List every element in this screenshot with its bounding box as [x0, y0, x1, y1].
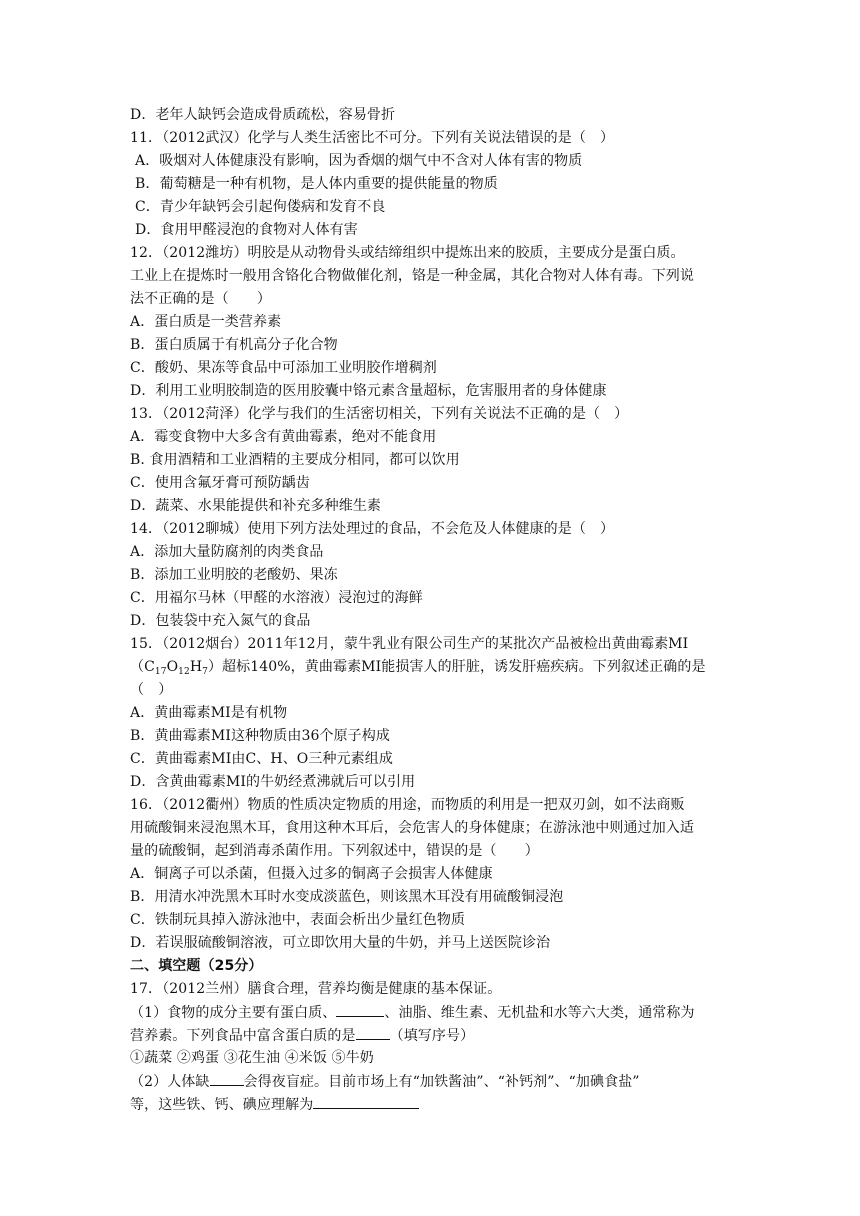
q15-stem-line-2 — [130, 656, 730, 679]
q14-option-c: C．用福尔马林（甲醛的水溶液）浸泡过的海鲜 — [130, 590, 423, 606]
q14-option-a: A．添加大量防腐剂的肉类食品 — [130, 544, 324, 560]
q17-blank-vitamin[interactable] — [210, 1070, 244, 1086]
q17-blank-protein-foods[interactable] — [356, 1024, 390, 1040]
q15-stem-line-2-rest: ）超标140%，黄曲霉素MI能损害人的肝脏，诱发肝癌疾病。下列叙述正确的是 — [207, 659, 706, 675]
q14-option-d: D．包装袋中充入氮气的食品 — [130, 613, 311, 629]
q15-formula-h: H — [189, 659, 203, 675]
q17-part-2-line-1 — [130, 1070, 730, 1093]
q15-option-c: C．黄曲霉素MI由C、H、O三种元素组成 — [130, 751, 393, 767]
q15-formula-o: O — [166, 659, 179, 675]
q17-part-1-line-2 — [130, 1024, 730, 1047]
q16-option-b: B．用清水冲洗黑木耳时水变成淡蓝色，则该黑木耳没有用硫酸铜浸泡 — [130, 889, 564, 905]
q16-option-c: C．铁制玩具掉入游泳池中，表面会析出少量红色物质 — [130, 912, 466, 928]
q16-stem-line-2: 用硫酸铜来浸泡黑木耳，食用这种木耳后，会危害人的身体健康；在游泳池中则通过加入适 — [130, 820, 694, 836]
q15-stem-line-1: 15．（2012烟台）2011年12月，蒙牛乳业有限公司生产的某批次产品被检出黄曲霉素MI — [130, 636, 689, 652]
q11-option-a: A．吸烟对人体健康没有影响，因为香烟的烟气中不含对人体有害的物质 — [135, 153, 583, 169]
q10-option-d: D．老年人缺钙会造成骨质疏松，容易骨折 — [130, 107, 396, 123]
q17-blank-elements[interactable] — [313, 1093, 419, 1109]
q16-option-d: D．若误服硫酸铜溶液，可立即饮用大量的牛奶，并马上送医院诊治 — [130, 935, 551, 951]
q17-part-2-line-2-pre: 等，这些铁、钙、碘应理解为 — [130, 1097, 314, 1113]
q15-option-b: B．黄曲霉素MI这种物质由36个原子构成 — [130, 728, 390, 744]
q13-stem: 13．（2012菏泽）化学与我们的生活密切相关，下列有关说法不正确的是（ ） — [130, 406, 629, 422]
q12-option-a: A．蛋白质是一类营养素 — [130, 314, 282, 330]
q11-option-b: B．葡萄糖是一种有机物，是人体内重要的提供能量的物质 — [135, 176, 498, 192]
q17-blank-nutrient[interactable] — [336, 1001, 384, 1017]
q13-option-d: D．蔬菜、水果能提供和补充多种维生素 — [130, 498, 382, 514]
q13-option-c: C．使用含氟牙膏可预防龋齿 — [130, 475, 311, 491]
q17-part-1-line-2-pre: 营养素。下列食品中富含蛋白质的是 — [130, 1028, 356, 1044]
q14-option-b: B．添加工业明胶的老酸奶、果冻 — [130, 567, 338, 583]
q11-option-c: C．青少年缺钙会引起佝偻病和发育不良 — [135, 199, 386, 215]
q17-part-1-line-1 — [130, 1001, 730, 1024]
q15-formula-open: （C — [130, 659, 155, 675]
q14-stem: 14．（2012聊城）使用下列方法处理过的食品，不会危及人体健康的是（ ） — [130, 521, 615, 537]
q12-stem-line-2: 工业上在提炼时一般用含铬化合物做催化剂，铬是一种金属，其化合物对人体有毒。下列说 — [130, 268, 694, 284]
q13-option-a: A．霉变食物中大多含有黄曲霉素，绝对不能食用 — [130, 429, 437, 445]
q11-option-d: D．食用甲醛浸泡的食物对人体有害 — [135, 222, 358, 238]
q17-food-list: ①蔬菜 ②鸡蛋 ③花生油 ④米饭 ⑤牛奶 — [130, 1050, 374, 1066]
q12-stem-line-1: 12．（2012潍坊）明胶是从动物骨头或结缔组织中提炼出来的胶质，主要成分是蛋白质。 — [130, 245, 685, 261]
q17-part-1-post: 、油脂、维生素、无机盐和水等六大类，通常称为 — [384, 1005, 695, 1021]
q12-option-c: C．酸奶、果冻等食品中可添加工业明胶作增稠剂 — [130, 360, 437, 376]
q17-part-2-pre: （2）人体缺 — [130, 1074, 210, 1090]
q17-part-2-line-2 — [130, 1093, 730, 1116]
q15-formula-c-subscript: 17 — [154, 667, 167, 677]
q16-option-a: A．铜离子可以杀菌，但摄入过多的铜离子会损害人体健康 — [130, 866, 493, 882]
q11-stem: 11．（2012武汉）化学与人类生活密比不可分。下列有关说法错误的是（ ） — [130, 130, 615, 146]
q17-part-1-line-2-post: （填写序号） — [389, 1028, 475, 1044]
question-text-body — [130, 104, 730, 1116]
q16-stem-line-3: 量的硫酸铜，起到消毒杀菌作用。下列叙述中，错误的是（ ） — [130, 843, 539, 859]
q15-option-d: D．含黄曲霉素MI的牛奶经煮沸就后可以引用 — [130, 774, 416, 790]
q12-stem-line-3: 法不正确的是（ ） — [130, 291, 271, 307]
q12-option-d: D．利用工业明胶制造的医用胶囊中铬元素含量超标，危害服用者的身体健康 — [130, 383, 607, 399]
q15-stem-line-3: （ ） — [130, 682, 173, 698]
q17-part-2-post: 会得夜盲症。目前市场上有“加铁酱油”、“补钙剂”、“加碘食盐” — [243, 1074, 640, 1090]
section-heading-fill-in: 二、填空题（25分） — [130, 958, 263, 974]
q17-stem: 17．（2012兰州）膳食合理，营养均衡是健康的基本保证。 — [130, 981, 502, 997]
q15-formula-o-subscript: 12 — [178, 667, 190, 677]
q15-formula-h-subscript: 7 — [202, 667, 208, 677]
q16-stem-line-1: 16．（2012衢州）物质的性质决定物质的用途，而物质的利用是一把双刃剑，如不法商贩 — [130, 797, 685, 813]
q15-option-a: A．黄曲霉素MI是有机物 — [130, 705, 288, 721]
q12-option-b: B．蛋白质属于有机高分子化合物 — [130, 337, 338, 353]
q17-part-1-pre: （1）食物的成分主要有蛋白质、 — [130, 1005, 337, 1021]
q13-option-b: B. 食用酒精和工业酒精的主要成分相同，都可以饮用 — [130, 452, 460, 468]
